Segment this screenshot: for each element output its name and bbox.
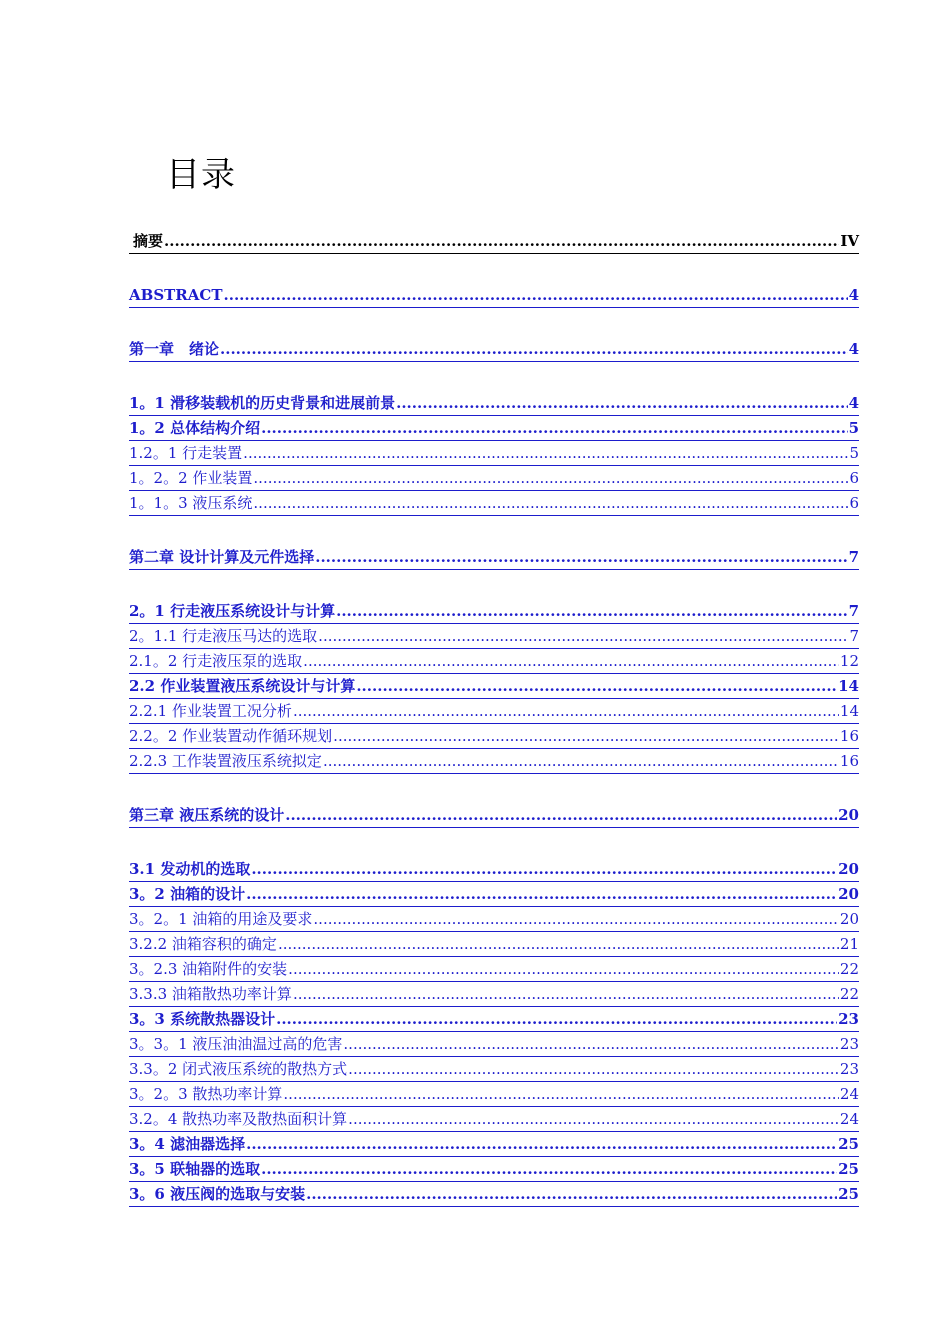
toc-entry[interactable]	[129, 545, 859, 570]
toc-entry-label: 2.2。2 作业装置动作循环规划	[129, 727, 333, 745]
toc-entry-page-number: 4	[848, 394, 859, 412]
toc-entry[interactable]	[129, 1082, 859, 1107]
toc-entry[interactable]	[129, 391, 859, 416]
toc-entry-label: 3。2。3 散热功率计算	[129, 1085, 283, 1103]
toc-spacer	[129, 774, 859, 803]
toc-dot-leader	[253, 491, 848, 516]
toc-entry[interactable]	[129, 699, 859, 724]
toc-dot-leader	[318, 624, 848, 649]
toc-entry-page-number: 5	[849, 444, 859, 462]
toc-entry-page-number: 20	[838, 806, 859, 824]
toc-entry-label: 2。1.1 行走液压马达的选取	[129, 627, 318, 645]
toc-dot-leader	[285, 803, 837, 828]
table-of-contents	[129, 229, 859, 1207]
toc-entry-page-number: 16	[839, 727, 859, 745]
toc-entry-label: 3.1 发动机的选取	[129, 860, 251, 878]
toc-entry-label: 3。2.3 油箱附件的安装	[129, 960, 288, 978]
toc-entry[interactable]	[129, 724, 859, 749]
toc-dot-leader	[246, 1132, 837, 1157]
toc-entry-label: 第三章 液压系统的设计	[129, 806, 285, 824]
toc-entry-label: 3。3 系统散热器设计	[129, 1010, 276, 1028]
toc-entry[interactable]	[129, 882, 859, 907]
toc-entry-label: 3。2。1 油箱的用途及要求	[129, 910, 313, 928]
toc-entry-page-number: 20	[838, 860, 859, 878]
toc-entry-page-number: 21	[839, 935, 859, 953]
toc-entry-page-number: 24	[839, 1085, 859, 1103]
toc-entry[interactable]	[129, 803, 859, 828]
toc-entry[interactable]	[129, 416, 859, 441]
toc-entry-label: 第一章 绪论	[129, 340, 220, 358]
toc-entry-page-number: 23	[838, 1010, 859, 1028]
toc-entry[interactable]	[129, 674, 859, 699]
toc-entry-page-number: 20	[839, 910, 859, 928]
toc-dot-leader	[293, 699, 839, 724]
toc-dot-leader	[246, 882, 837, 907]
toc-entry[interactable]	[129, 1157, 859, 1182]
toc-dot-leader	[276, 1007, 837, 1032]
toc-entry-page-number: 6	[849, 469, 859, 487]
toc-dot-leader	[348, 1107, 839, 1132]
toc-entry-page-number: 7	[849, 627, 859, 645]
toc-entry[interactable]	[129, 1132, 859, 1157]
toc-dot-leader	[220, 337, 848, 362]
toc-entry[interactable]	[129, 624, 859, 649]
toc-dot-leader	[313, 907, 839, 932]
toc-entry-label: 2.2 作业装置液压系统设计与计算	[129, 677, 356, 695]
toc-entry-label: 摘要	[133, 232, 164, 250]
toc-entry-label: 1。1 滑移装载机的历史背景和进展前景	[129, 394, 396, 412]
toc-entry-label: 3。4 滤油器选择	[129, 1135, 246, 1153]
toc-spacer	[129, 570, 859, 599]
toc-dot-leader	[315, 545, 847, 570]
toc-entry-label: 3。5 联轴器的选取	[129, 1160, 261, 1178]
toc-spacer	[129, 254, 859, 283]
toc-entry-page-number: 14	[839, 702, 859, 720]
toc-dot-leader	[336, 599, 847, 624]
toc-entry[interactable]	[129, 1007, 859, 1032]
toc-spacer	[129, 516, 859, 545]
toc-entry-page-number: 16	[839, 752, 859, 770]
toc-entry[interactable]	[129, 441, 859, 466]
toc-spacer	[129, 362, 859, 391]
toc-entry[interactable]	[129, 1107, 859, 1132]
toc-dot-leader	[323, 749, 839, 774]
toc-entry[interactable]	[129, 283, 859, 308]
toc-entry-page-number: 25	[838, 1160, 859, 1178]
toc-entry-label: 3。6 液压阀的选取与安装	[129, 1185, 306, 1203]
toc-entry-page-number: 22	[839, 960, 859, 978]
toc-entry-page-number: IV	[840, 232, 859, 250]
toc-dot-leader	[288, 957, 839, 982]
toc-entry-page-number: 5	[848, 419, 859, 437]
toc-entry-page-number: 7	[848, 602, 859, 620]
toc-entry-label: 2.1。2 行走液压泵的选取	[129, 652, 303, 670]
toc-dot-leader	[343, 1032, 839, 1057]
toc-dot-leader	[348, 1057, 839, 1082]
toc-entry-page-number: 12	[839, 652, 859, 670]
toc-entry-label: 1。2。2 作业装置	[129, 469, 253, 487]
toc-entry-page-number: 23	[839, 1060, 859, 1078]
toc-dot-leader	[243, 441, 848, 466]
toc-spacer	[129, 308, 859, 337]
toc-dot-leader	[396, 391, 847, 416]
toc-entry[interactable]	[129, 649, 859, 674]
toc-entry[interactable]	[129, 907, 859, 932]
toc-entry-label: 3。3。1 液压油油温过高的危害	[129, 1035, 343, 1053]
toc-entry-label: 2.2.3 工作装置液压系统拟定	[129, 752, 322, 770]
toc-dot-leader	[251, 857, 837, 882]
toc-entry-label: 2。1 行走液压系统设计与计算	[129, 602, 336, 620]
toc-entry-label: 3.3.3 油箱散热功率计算	[129, 985, 292, 1003]
toc-dot-leader	[306, 1182, 837, 1207]
toc-entry-page-number: 7	[848, 548, 859, 566]
toc-entry[interactable]	[129, 599, 859, 624]
toc-entry-label: 3.3。2 闭式液压系统的散热方式	[129, 1060, 348, 1078]
toc-entry-label: 3.2。4 散热功率及散热面积计算	[129, 1110, 348, 1128]
toc-entry-label: 2.2.1 作业装置工况分析	[129, 702, 292, 720]
toc-entry[interactable]	[129, 229, 859, 254]
toc-entry-page-number: 25	[838, 1185, 859, 1203]
toc-dot-leader	[356, 674, 837, 699]
toc-entry-label: 3.2.2 油箱容积的确定	[129, 935, 277, 953]
toc-entry[interactable]	[129, 932, 859, 957]
toc-spacer	[129, 828, 859, 857]
toc-entry[interactable]	[129, 1032, 859, 1057]
toc-entry-label: 3。2 油箱的设计	[129, 885, 246, 903]
toc-entry[interactable]	[129, 1182, 859, 1207]
toc-dot-leader	[303, 649, 839, 674]
toc-entry-page-number: 6	[849, 494, 859, 512]
toc-entry-label: 1。2 总体结构介绍	[129, 419, 261, 437]
toc-entry-label: 第二章 设计计算及元件选择	[129, 548, 315, 566]
toc-entry-page-number: 24	[839, 1110, 859, 1128]
toc-dot-leader	[293, 982, 839, 1007]
toc-entry-label: 1。1。3 液压系统	[129, 494, 253, 512]
toc-entry[interactable]	[129, 982, 859, 1007]
toc-entry[interactable]	[129, 337, 859, 362]
toc-entry-page-number: 20	[838, 885, 859, 903]
toc-entry-page-number: 14	[838, 677, 859, 695]
page-title: 目录	[166, 155, 236, 195]
toc-entry[interactable]	[129, 857, 859, 882]
toc-dot-leader	[333, 724, 839, 749]
toc-entry-page-number: 4	[848, 340, 859, 358]
toc-dot-leader	[261, 1157, 837, 1182]
toc-entry-page-number: 4	[848, 286, 859, 304]
toc-entry[interactable]	[129, 957, 859, 982]
toc-entry-page-number: 25	[838, 1135, 859, 1153]
toc-entry-page-number: 23	[839, 1035, 859, 1053]
toc-entry-page-number: 22	[839, 985, 859, 1003]
toc-entry-label: 1.2。1 行走装置	[129, 444, 243, 462]
toc-entry[interactable]	[129, 1057, 859, 1082]
toc-dot-leader	[224, 283, 848, 308]
toc-dot-leader	[261, 416, 847, 441]
toc-dot-leader	[164, 229, 839, 254]
toc-dot-leader	[253, 466, 848, 491]
toc-entry-label: ABSTRACT	[129, 286, 223, 304]
toc-entry[interactable]	[129, 466, 859, 491]
toc-entry[interactable]	[129, 491, 859, 516]
toc-entry[interactable]	[129, 749, 859, 774]
toc-dot-leader	[278, 932, 839, 957]
toc-dot-leader	[283, 1082, 839, 1107]
